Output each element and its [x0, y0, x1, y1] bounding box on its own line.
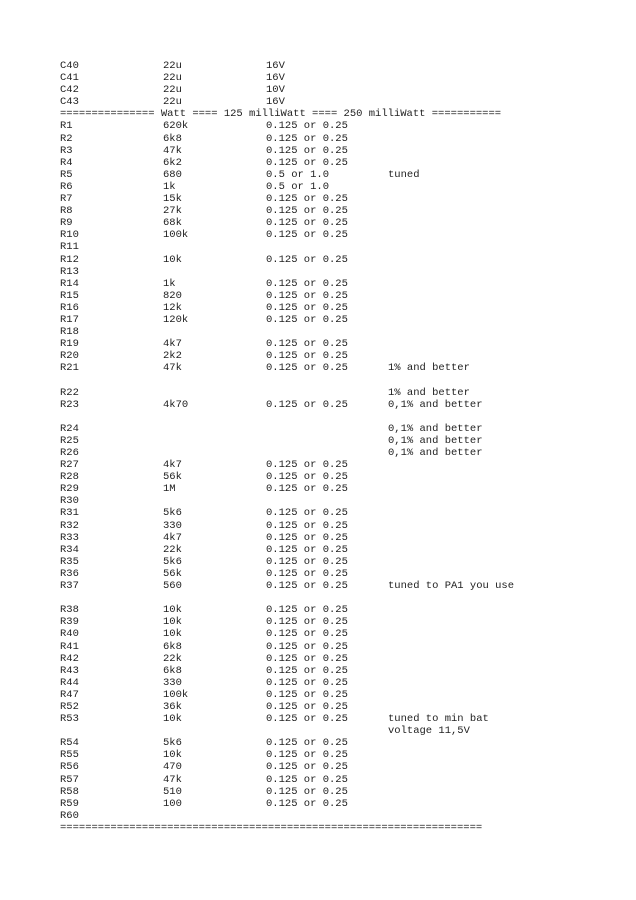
part-watt: 0.125 or 0.25: [266, 628, 348, 641]
part-value: 47k: [163, 773, 182, 786]
part-ref: R25: [60, 434, 79, 447]
part-value: 47k: [163, 362, 182, 375]
part-ref: R42: [60, 652, 79, 665]
part-ref: R56: [60, 761, 79, 774]
part-watt: 0.125 or 0.25: [266, 338, 348, 351]
part-value: 6k8: [163, 132, 182, 145]
part-ref: R43: [60, 664, 79, 677]
part-ref: R7: [60, 193, 73, 206]
part-value: 100k: [163, 688, 189, 701]
part-note: 0,1% and better: [388, 398, 483, 411]
part-watt: 0.125 or 0.25: [266, 507, 348, 520]
part-watt: 0.125 or 0.25: [266, 132, 348, 145]
part-rating: 16V: [266, 72, 285, 85]
part-ref: R41: [60, 640, 79, 653]
part-ref: R3: [60, 144, 73, 157]
part-watt: 0.125 or 0.25: [266, 229, 348, 242]
part-watt: 0.125 or 0.25: [266, 773, 348, 786]
part-watt: 0.125 or 0.25: [266, 301, 348, 314]
part-watt: 0.125 or 0.25: [266, 120, 348, 133]
part-value: 15k: [163, 193, 182, 206]
part-value: 620k: [163, 120, 189, 133]
part-watt: 0.125 or 0.25: [266, 156, 348, 169]
part-ref: R44: [60, 676, 79, 689]
part-value: 1k: [163, 180, 176, 193]
part-value: 5k6: [163, 555, 182, 568]
part-value: 10k: [163, 604, 182, 617]
part-note: 1% and better: [388, 386, 470, 399]
part-ref: R60: [60, 809, 79, 822]
part-value: 560: [163, 580, 182, 593]
part-value: 56k: [163, 567, 182, 580]
part-ref: R15: [60, 289, 79, 302]
part-value: 5k6: [163, 507, 182, 520]
part-watt: 0.125 or 0.25: [266, 761, 348, 774]
part-ref: R2: [60, 132, 73, 145]
part-ref: R35: [60, 555, 79, 568]
part-value: 6k8: [163, 664, 182, 677]
part-watt: 0.125 or 0.25: [266, 713, 348, 726]
part-ref: R12: [60, 253, 79, 266]
part-value: 22k: [163, 543, 182, 556]
part-value: 330: [163, 676, 182, 689]
part-ref: R39: [60, 616, 79, 629]
part-value: 10k: [163, 616, 182, 629]
part-value: 680: [163, 168, 182, 181]
part-value: 120k: [163, 313, 189, 326]
part-watt: 0.125 or 0.25: [266, 567, 348, 580]
part-ref: R38: [60, 604, 79, 617]
part-ref: C41: [60, 72, 79, 85]
part-note: tuned to PA1 you use: [388, 580, 515, 593]
part-watt: 0.125 or 0.25: [266, 580, 348, 593]
part-watt: 0.125 or 0.25: [266, 483, 348, 496]
part-watt: 0.125 or 0.25: [266, 652, 348, 665]
part-watt: 0.125 or 0.25: [266, 193, 348, 206]
part-value: 4k70: [163, 398, 189, 411]
part-ref: R57: [60, 773, 79, 786]
part-ref: R47: [60, 688, 79, 701]
part-watt: 0.125 or 0.25: [266, 313, 348, 326]
part-ref: R32: [60, 519, 79, 532]
part-value: 6k8: [163, 640, 182, 653]
part-rating: 16V: [266, 60, 285, 72]
part-ref: R11: [60, 241, 79, 254]
part-value: 10k: [163, 253, 182, 266]
part-watt: 0.125 or 0.25: [266, 664, 348, 677]
part-ref: R19: [60, 338, 79, 351]
part-ref: R4: [60, 156, 73, 169]
part-watt: 0.125 or 0.25: [266, 640, 348, 653]
part-ref: R59: [60, 797, 79, 810]
part-watt: 0.125 or 0.25: [266, 471, 348, 484]
part-value: 5k6: [163, 737, 182, 750]
part-value: 1k: [163, 277, 176, 290]
part-rating: 10V: [266, 84, 285, 97]
part-watt: 0.125 or 0.25: [266, 459, 348, 472]
part-ref: R55: [60, 749, 79, 762]
part-value: 56k: [163, 471, 182, 484]
part-value: 2k2: [163, 350, 182, 363]
part-value: 100: [163, 797, 182, 810]
part-value: 6k2: [163, 156, 182, 169]
part-value: 1M: [163, 483, 176, 496]
part-watt: 0.125 or 0.25: [266, 519, 348, 532]
part-note: 0,1% and better: [388, 447, 483, 459]
part-value: 36k: [163, 700, 182, 713]
part-value: 820: [163, 289, 182, 302]
part-ref: R40: [60, 628, 79, 641]
part-ref: C42: [60, 84, 79, 97]
part-ref: R52: [60, 700, 79, 713]
part-value: 27k: [163, 205, 182, 218]
part-ref: R24: [60, 422, 79, 435]
part-value: 4k7: [163, 459, 182, 472]
part-note: voltage 11,5V: [388, 725, 470, 738]
part-ref: R27: [60, 459, 79, 472]
part-ref: R29: [60, 483, 79, 496]
part-watt: 0.125 or 0.25: [266, 688, 348, 701]
part-watt: 0.5 or 1.0: [266, 180, 330, 193]
part-ref: R20: [60, 350, 79, 363]
part-value: 10k: [163, 749, 182, 762]
part-ref: R18: [60, 326, 79, 339]
part-watt: 0.125 or 0.25: [266, 749, 348, 762]
part-value: 510: [163, 785, 182, 798]
part-watt: 0.125 or 0.25: [266, 676, 348, 689]
part-note: tuned: [388, 168, 420, 181]
part-watt: 0.5 or 1.0: [266, 168, 330, 181]
part-watt: 0.125 or 0.25: [266, 217, 348, 230]
part-ref: C40: [60, 60, 79, 72]
part-ref: R53: [60, 713, 79, 726]
part-watt: 0.125 or 0.25: [266, 785, 348, 798]
part-watt: 0.125 or 0.25: [266, 543, 348, 556]
part-watt: 0.125 or 0.25: [266, 797, 348, 810]
part-ref: R9: [60, 217, 73, 230]
part-ref: R16: [60, 301, 79, 314]
part-ref: R58: [60, 785, 79, 798]
part-ref: R54: [60, 737, 79, 750]
part-ref: R21: [60, 362, 79, 375]
part-value: 22u: [163, 84, 182, 97]
part-value: 22u: [163, 96, 182, 109]
part-value: 68k: [163, 217, 182, 230]
part-watt: 0.125 or 0.25: [266, 362, 348, 375]
part-ref: R14: [60, 277, 79, 290]
part-watt: 0.125 or 0.25: [266, 253, 348, 266]
part-value: 100k: [163, 229, 189, 242]
part-value: 10k: [163, 713, 182, 726]
part-ref: R28: [60, 471, 79, 484]
part-value: 10k: [163, 628, 182, 641]
part-value: 47k: [163, 144, 182, 157]
part-value: 470: [163, 761, 182, 774]
part-value: 4k7: [163, 338, 182, 351]
part-value: 330: [163, 519, 182, 532]
part-watt: 0.125 or 0.25: [266, 277, 348, 290]
part-ref: R36: [60, 567, 79, 580]
part-value: 22u: [163, 72, 182, 85]
part-ref: R33: [60, 531, 79, 544]
part-watt: 0.125 or 0.25: [266, 205, 348, 218]
part-ref: R34: [60, 543, 79, 556]
part-watt: 0.125 or 0.25: [266, 398, 348, 411]
part-watt: 0.125 or 0.25: [266, 737, 348, 750]
part-note: 0,1% and better: [388, 434, 483, 447]
part-ref: R30: [60, 495, 79, 508]
part-ref: R13: [60, 265, 79, 278]
part-watt: 0.125 or 0.25: [266, 604, 348, 617]
part-watt: 0.125 or 0.25: [266, 616, 348, 629]
part-ref: R37: [60, 580, 79, 593]
part-ref: R17: [60, 313, 79, 326]
part-value: 4k7: [163, 531, 182, 544]
part-watt: 0.125 or 0.25: [266, 144, 348, 157]
part-rating: 16V: [266, 96, 285, 109]
part-note: tuned to min bat: [388, 713, 489, 726]
part-value: 12k: [163, 301, 182, 314]
part-ref: R31: [60, 507, 79, 520]
part-ref: R5: [60, 168, 73, 181]
part-ref: R8: [60, 205, 73, 218]
part-note: 1% and better: [388, 362, 470, 375]
part-ref: R6: [60, 180, 73, 193]
part-value: 22k: [163, 652, 182, 665]
part-watt: 0.125 or 0.25: [266, 289, 348, 302]
part-watt: 0.125 or 0.25: [266, 555, 348, 568]
part-watt: 0.125 or 0.25: [266, 350, 348, 363]
part-note: 0,1% and better: [388, 422, 483, 435]
part-value: 22u: [163, 60, 182, 72]
part-ref: R26: [60, 447, 79, 459]
part-ref: R23: [60, 398, 79, 411]
part-ref: R1: [60, 120, 73, 133]
part-ref: R22: [60, 386, 79, 399]
part-watt: 0.125 or 0.25: [266, 700, 348, 713]
part-ref: R10: [60, 229, 79, 242]
part-watt: 0.125 or 0.25: [266, 531, 348, 544]
part-ref: C43: [60, 96, 79, 109]
